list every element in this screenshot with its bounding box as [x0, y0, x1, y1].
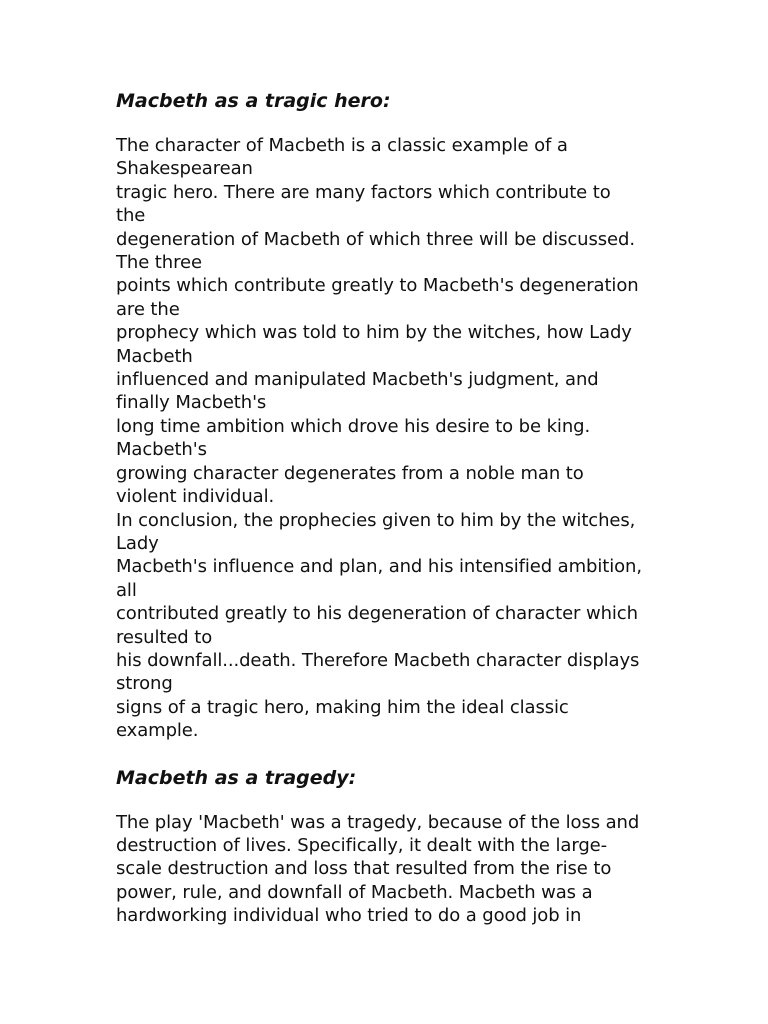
text-line: influenced and manipulated Macbeth's judgment, and — [116, 369, 599, 391]
text-line: Macbeth's influence and plan, and his intensified ambition, — [116, 556, 642, 578]
text-line: Macbeth — [116, 345, 193, 367]
text-line: Shakespearean — [116, 158, 253, 180]
text-line: signs of a tragic hero, making him the ideal classic — [116, 696, 569, 718]
text-line: the — [116, 205, 146, 227]
text-line: resulted to — [116, 626, 213, 648]
text-line: scale destruction and loss that resulted from the rise to — [116, 858, 612, 880]
text-line: long time ambition which drove his desire to be king. — [116, 415, 591, 437]
text-line: destruction of lives. Specifically, it dealt with the large- — [116, 834, 608, 856]
text-line: strong — [116, 673, 173, 695]
section-heading-tragic-hero: Macbeth as a tragic hero: — [116, 90, 391, 112]
text-line: hardworking individual who tried to do a good job in — [116, 905, 582, 927]
text-line: growing character degenerates from a noble man to — [116, 462, 584, 484]
text-line: The play 'Macbeth' was a tragedy, because of the loss and — [116, 811, 640, 833]
text-line: his downfall...death. Therefore Macbeth character displays — [116, 649, 640, 671]
text-line: points which contribute greatly to Macbeth's degeneration — [116, 275, 639, 297]
text-line: contributed greatly to his degeneration of character which — [116, 603, 638, 625]
text-line: power, rule, and downfall of Macbeth. Macbeth was a — [116, 881, 593, 903]
text-line: all — [116, 579, 137, 601]
paragraph-tragedy — [116, 811, 676, 928]
text-line: Macbeth's — [116, 439, 207, 461]
text-line: prophecy which was told to him by the witches, how Lady — [116, 322, 632, 344]
text-line: violent individual. — [116, 486, 275, 508]
text-line: degeneration of Macbeth of which three will be discussed. — [116, 228, 635, 250]
text-line: are the — [116, 298, 180, 320]
paragraph-tragic-hero — [116, 134, 676, 743]
text-line: The character of Macbeth is a classic example of a — [116, 135, 568, 156]
text-line: example. — [116, 720, 199, 742]
text-line: In conclusion, the prophecies given to him by the witches, — [116, 509, 636, 531]
text-line: tragic hero. There are many factors which contribute to — [116, 181, 611, 203]
section-heading-tragedy: Macbeth as a tragedy: — [116, 766, 357, 789]
document-page — [116, 88, 676, 928]
text-line: finally Macbeth's — [116, 392, 267, 414]
text-line: Lady — [116, 532, 159, 554]
text-line: The three — [116, 252, 202, 274]
